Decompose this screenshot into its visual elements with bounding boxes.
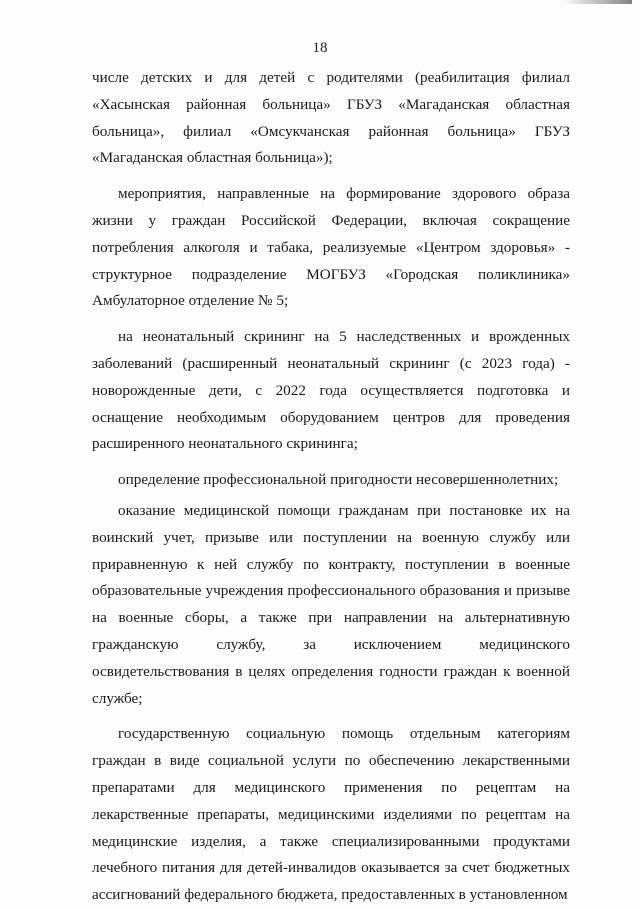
paragraph-social-assistance: государственную социальную помощь отдельным категориям граждан в виде социальной услуги по обеспечению лекарственными препаратами для медицинского применения по рецептам на лекарственные препараты, медицинскими изделиями по рецептам на медицинские изделия, а также специализированными продуктами лечебного питания для детей-инвалидов оказывается за счет бюджетных ассигнований федерального бюджета, предоставленных в установленном — [92, 725, 570, 904]
page-number: 18 — [312, 40, 328, 56]
document-body — [92, 65, 570, 909]
paragraph-military-medical: оказание медицинской помощи гражданам при постановке их на воинский учет, призыве или поступлении на военную службу или приравненную к ней службу по контракту, поступлении в военные образовательные учреждения профессионального образования и призыве на военные сборы, а также при направлении на альтернативную гражданскую службу, за исключением медицинского освидетельствования в целях определения годности граждан к военной службе; — [92, 501, 570, 707]
scan-edge-mark — [562, 0, 632, 4]
paragraph-healthy-lifestyle: мероприятия, направленные на формирование здорового образа жизни у граждан Российской Федерации, включая сокращение потребления алкоголя и табака, реализуемые «Центром здоровья» - структурное подразделение МОГБУЗ «Городская поликлиника» Амбулаторное отделение № 5; — [92, 185, 570, 310]
paragraph-neonatal-screening: на неонатальный скрининг на 5 наследственных и врожденных заболеваний (расширенный неонатальный скрининг (с 2023 года) - новорожденные дети, с 2022 года осуществляется подготовка и оснащение необходимым оборудованием центров для проведения расширенного неонатального скрининга; — [92, 328, 570, 453]
paragraph-continuation: числе детских и для детей с родителями (реабилитация филиал «Хасынская районная больница» ГБУЗ «Магаданская областная больница», филиал «Омсукчанская районная больница» ГБУЗ «Магаданская областная больница»); — [92, 69, 570, 167]
paragraph-professional-suitability: определение профессиональной пригодности несовершеннолетних; — [118, 471, 559, 489]
